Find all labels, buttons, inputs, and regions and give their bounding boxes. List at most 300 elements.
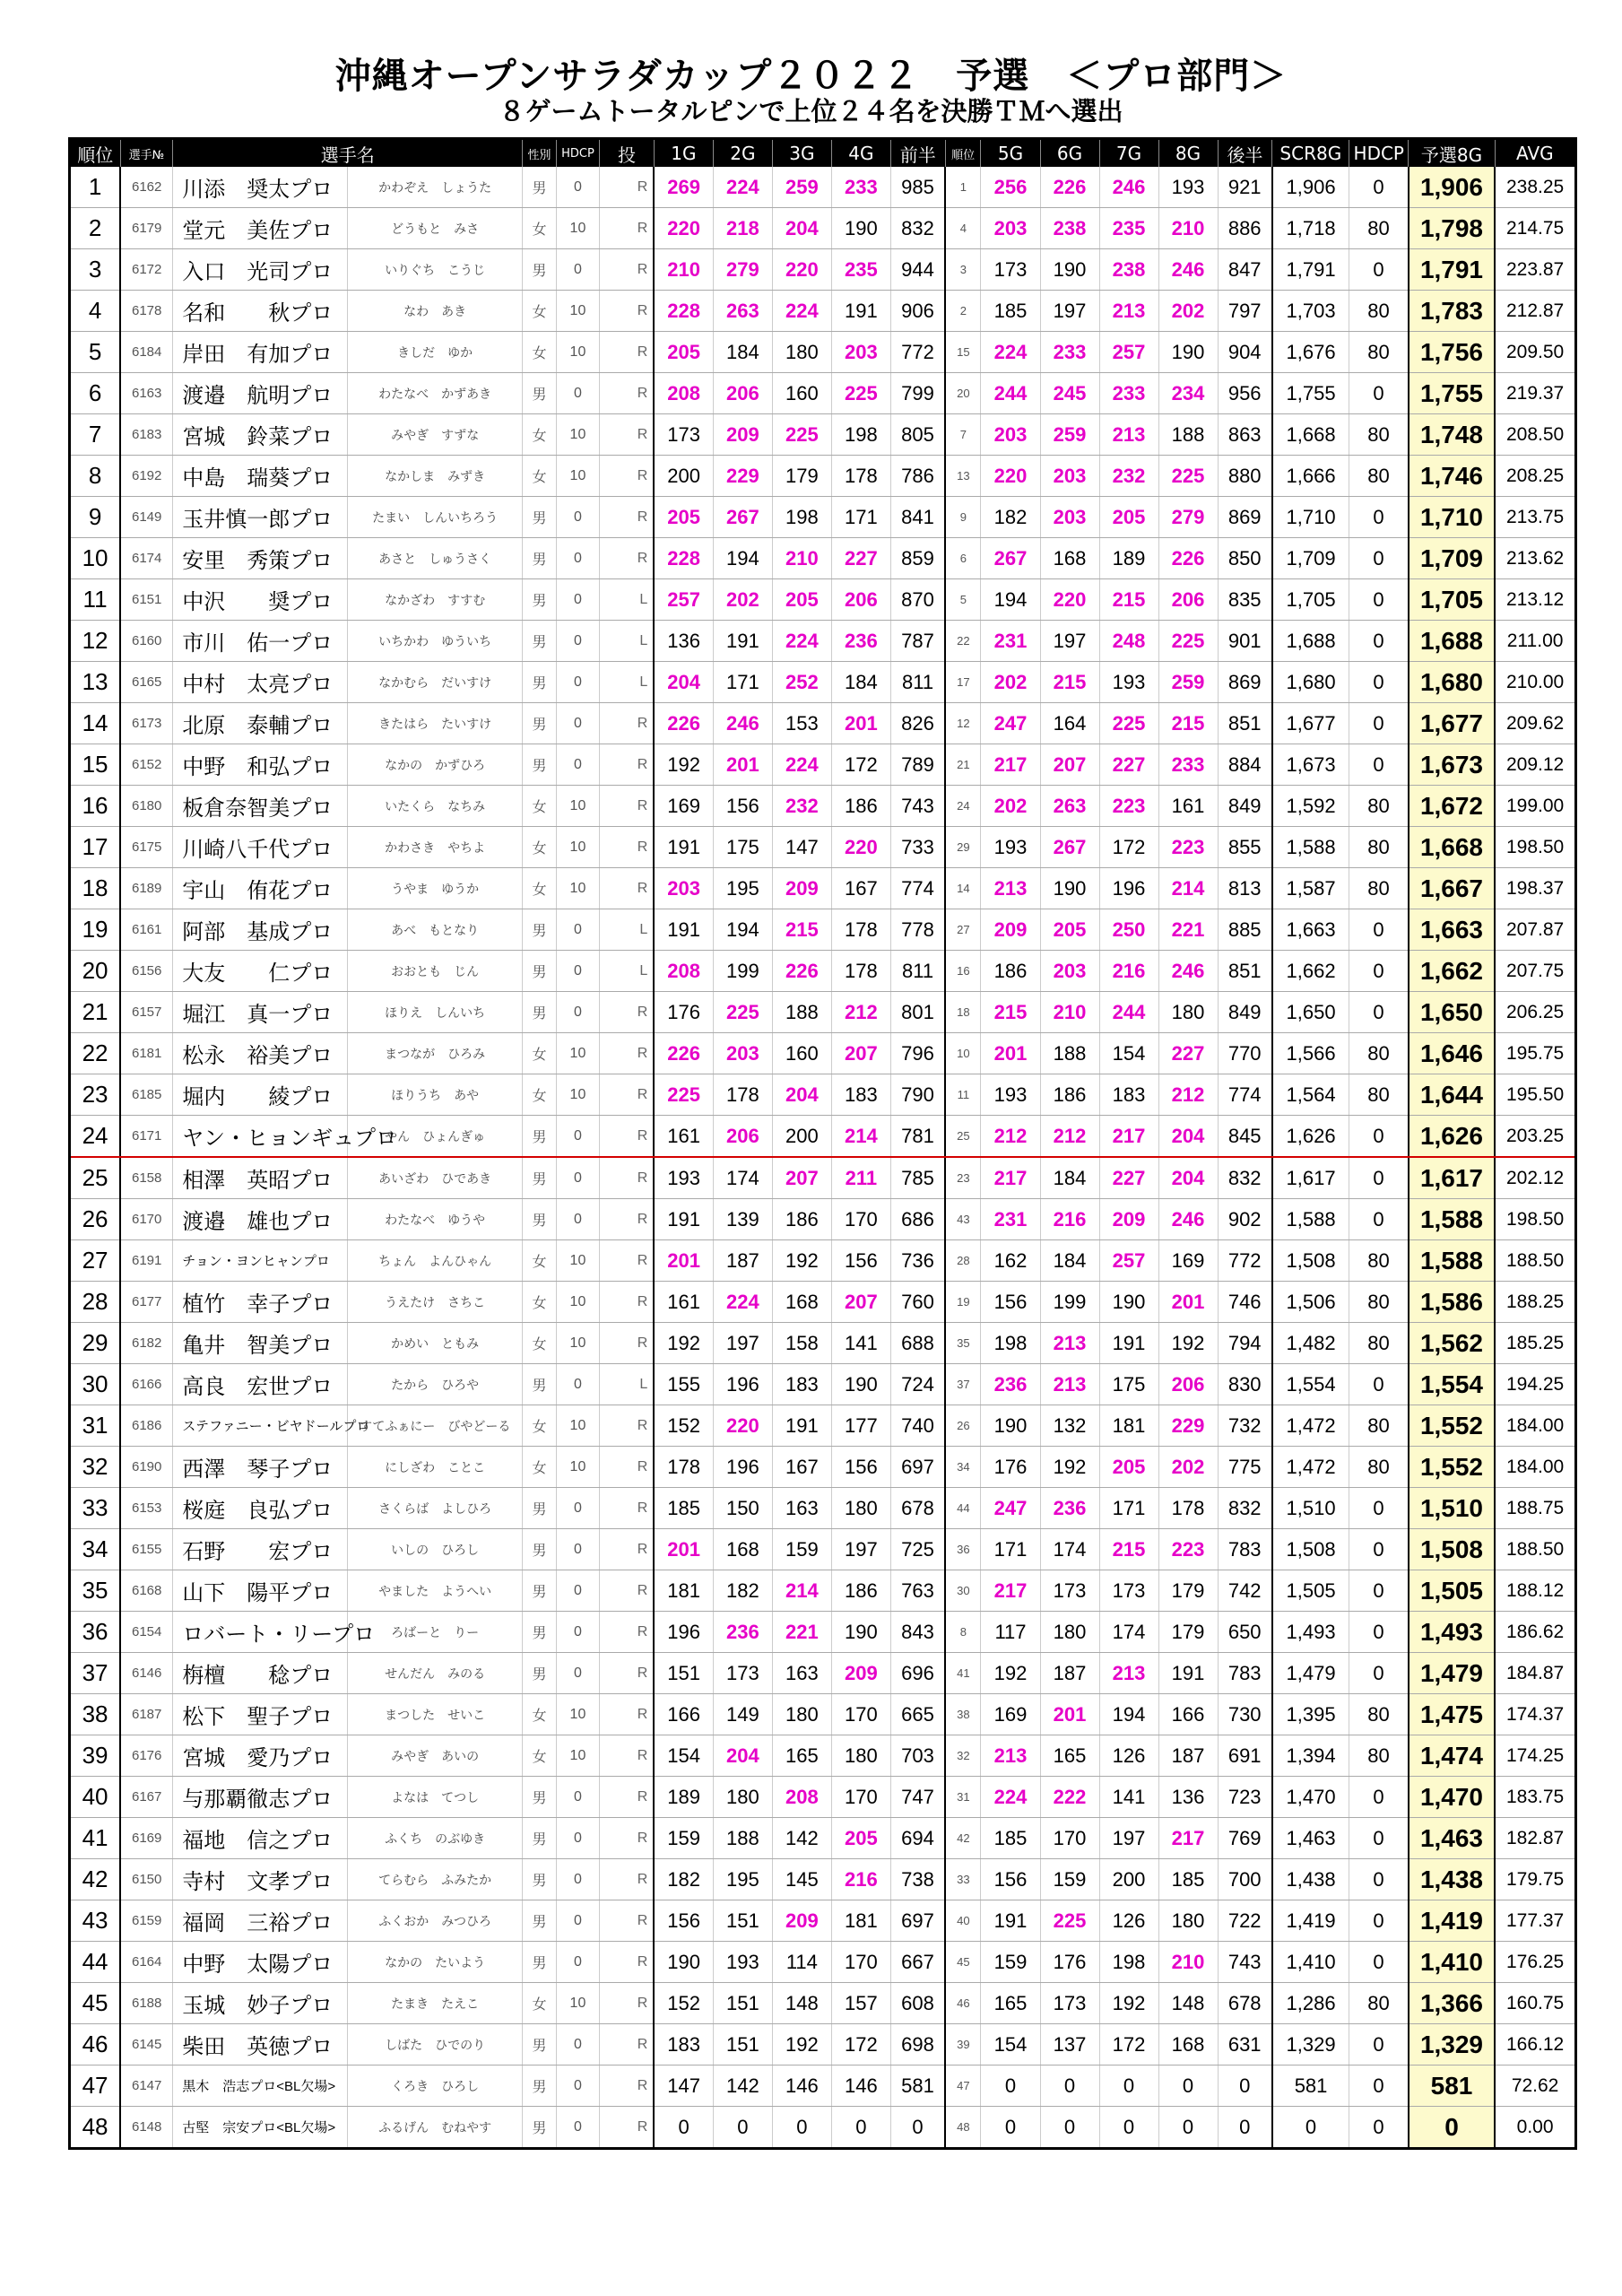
- game-score-cell: 224: [713, 1282, 772, 1323]
- player-name-cell: 玉井慎一郎プロ: [173, 497, 348, 538]
- total-cell: 1,906: [1409, 167, 1495, 208]
- col-first-half: 前半: [890, 139, 945, 168]
- sex-cell: 男: [523, 1612, 557, 1653]
- hdcp-cell: 0: [556, 579, 599, 621]
- total-cell: 1,552: [1409, 1405, 1495, 1447]
- hand-cell: R: [600, 1323, 655, 1364]
- game-score-cell: 226: [654, 703, 713, 744]
- first-half-cell: 698: [890, 2024, 945, 2066]
- game-score-cell: 169: [981, 1694, 1040, 1735]
- sex-cell: 男: [523, 249, 557, 291]
- game-score-cell: 203: [981, 414, 1040, 456]
- player-no-cell: 6155: [120, 1529, 173, 1570]
- game-score-cell: 0: [772, 2107, 831, 2149]
- game-score-cell: 197: [713, 1323, 772, 1364]
- hand-cell: R: [600, 1818, 655, 1859]
- total-cell: 1,474: [1409, 1735, 1495, 1777]
- game-score-cell: 191: [772, 1405, 831, 1447]
- game-score-cell: 171: [831, 497, 890, 538]
- sex-cell: 男: [523, 538, 557, 579]
- table-row: [70, 538, 1576, 579]
- game-score-cell: 214: [1158, 868, 1218, 909]
- total-cell: 1,677: [1409, 703, 1495, 744]
- avg-cell: 188.25: [1495, 1282, 1575, 1323]
- hdcp-total-cell: 80: [1349, 1447, 1409, 1488]
- scr8g-cell: 1,705: [1272, 579, 1349, 621]
- second-half-cell: 863: [1218, 414, 1272, 456]
- player-kana-cell: なわ あき: [348, 291, 523, 332]
- first-half-cell: 832: [890, 208, 945, 249]
- game-score-cell: 186: [1040, 1074, 1099, 1116]
- player-no-cell: 6185: [120, 1074, 173, 1116]
- half-rank-cell: 14: [945, 868, 981, 909]
- hdcp-total-cell: 0: [1349, 703, 1409, 744]
- game-score-cell: 259: [1040, 414, 1099, 456]
- game-score-cell: 220: [654, 208, 713, 249]
- game-score-cell: 232: [772, 786, 831, 827]
- hand-cell: R: [600, 868, 655, 909]
- half-rank-cell: 1: [945, 167, 981, 208]
- game-score-cell: 183: [1099, 1074, 1158, 1116]
- game-score-cell: 198: [831, 414, 890, 456]
- half-rank-cell: 23: [945, 1157, 981, 1199]
- hdcp-cell: 10: [556, 1447, 599, 1488]
- game-score-cell: 174: [1040, 1529, 1099, 1570]
- table-row: [70, 414, 1576, 456]
- game-score-cell: 180: [1158, 992, 1218, 1033]
- game-score-cell: 0: [1158, 2107, 1218, 2149]
- scr8g-cell: 1,506: [1272, 1282, 1349, 1323]
- table-row: [70, 1240, 1576, 1282]
- game-score-cell: 204: [1158, 1157, 1218, 1199]
- col-g7: 7G: [1099, 139, 1158, 168]
- player-no-cell: 6154: [120, 1612, 173, 1653]
- first-half-cell: 703: [890, 1735, 945, 1777]
- rank-cell: 18: [70, 868, 121, 909]
- half-rank-cell: 27: [945, 909, 981, 951]
- game-score-cell: 210: [1158, 1942, 1218, 1983]
- game-score-cell: 257: [654, 579, 713, 621]
- player-no-cell: 6187: [120, 1694, 173, 1735]
- game-score-cell: 194: [1099, 1694, 1158, 1735]
- game-score-cell: 141: [1099, 1777, 1158, 1818]
- player-no-cell: 6192: [120, 456, 173, 497]
- game-score-cell: 250: [1099, 909, 1158, 951]
- game-score-cell: 210: [1158, 208, 1218, 249]
- sex-cell: 女: [523, 332, 557, 373]
- game-score-cell: 197: [1040, 621, 1099, 662]
- hand-cell: R: [600, 1735, 655, 1777]
- game-score-cell: 167: [772, 1447, 831, 1488]
- game-score-cell: 179: [772, 456, 831, 497]
- hdcp-cell: 10: [556, 414, 599, 456]
- first-half-cell: 790: [890, 1074, 945, 1116]
- game-score-cell: 187: [713, 1240, 772, 1282]
- results-table: [68, 137, 1577, 2150]
- second-half-cell: 0: [1218, 2107, 1272, 2149]
- game-score-cell: 163: [772, 1488, 831, 1529]
- first-half-cell: 694: [890, 1818, 945, 1859]
- col-g4: 4G: [831, 139, 890, 168]
- first-half-cell: 733: [890, 827, 945, 868]
- game-score-cell: 183: [772, 1364, 831, 1405]
- scr8g-cell: 1,650: [1272, 992, 1349, 1033]
- table-row: [70, 1570, 1576, 1612]
- first-half-cell: 796: [890, 1033, 945, 1074]
- game-score-cell: 198: [981, 1323, 1040, 1364]
- avg-cell: 195.50: [1495, 1074, 1575, 1116]
- game-score-cell: 165: [772, 1735, 831, 1777]
- game-score-cell: 172: [831, 2024, 890, 2066]
- game-score-cell: 192: [772, 2024, 831, 2066]
- half-rank-cell: 46: [945, 1983, 981, 2024]
- game-score-cell: 183: [654, 2024, 713, 2066]
- rank-cell: 45: [70, 1983, 121, 2024]
- half-rank-cell: 3: [945, 249, 981, 291]
- game-score-cell: 205: [654, 332, 713, 373]
- table-row: [70, 703, 1576, 744]
- game-score-cell: 180: [1158, 1900, 1218, 1942]
- game-score-cell: 184: [713, 332, 772, 373]
- game-score-cell: 171: [713, 662, 772, 703]
- player-kana-cell: あいざわ ひであき: [348, 1157, 523, 1199]
- header-row: [70, 139, 1576, 168]
- sex-cell: 男: [523, 1777, 557, 1818]
- game-score-cell: 168: [1158, 2024, 1218, 2066]
- game-score-cell: 168: [772, 1282, 831, 1323]
- game-score-cell: 190: [831, 208, 890, 249]
- avg-cell: 198.37: [1495, 868, 1575, 909]
- table-row: [70, 662, 1576, 703]
- rank-cell: 25: [70, 1157, 121, 1199]
- game-score-cell: 183: [831, 1074, 890, 1116]
- avg-cell: 72.62: [1495, 2066, 1575, 2107]
- half-rank-cell: 18: [945, 992, 981, 1033]
- game-score-cell: 199: [713, 951, 772, 992]
- hand-cell: R: [600, 1983, 655, 2024]
- player-no-cell: 6152: [120, 744, 173, 786]
- scr8g-cell: 1,662: [1272, 951, 1349, 992]
- game-score-cell: 170: [1040, 1818, 1099, 1859]
- hdcp-cell: 10: [556, 868, 599, 909]
- table-row: [70, 1282, 1576, 1323]
- player-no-cell: 6175: [120, 827, 173, 868]
- game-score-cell: 162: [981, 1240, 1040, 1282]
- game-score-cell: 150: [713, 1488, 772, 1529]
- rank-cell: 27: [70, 1240, 121, 1282]
- hand-cell: L: [600, 1364, 655, 1405]
- avg-cell: 184.00: [1495, 1447, 1575, 1488]
- game-score-cell: 202: [713, 579, 772, 621]
- game-score-cell: 203: [654, 868, 713, 909]
- game-score-cell: 220: [831, 827, 890, 868]
- first-half-cell: 736: [890, 1240, 945, 1282]
- player-kana-cell: かわさき やちよ: [348, 827, 523, 868]
- game-score-cell: 178: [831, 456, 890, 497]
- rank-cell: 1: [70, 167, 121, 208]
- table-row: [70, 992, 1576, 1033]
- game-score-cell: 224: [772, 744, 831, 786]
- game-score-cell: 193: [1099, 662, 1158, 703]
- first-half-cell: 763: [890, 1570, 945, 1612]
- game-score-cell: 229: [1158, 1405, 1218, 1447]
- sex-cell: 女: [523, 456, 557, 497]
- second-half-cell: 732: [1218, 1405, 1272, 1447]
- game-score-cell: 171: [981, 1529, 1040, 1570]
- game-score-cell: 172: [1099, 827, 1158, 868]
- sex-cell: 男: [523, 579, 557, 621]
- total-cell: 1,662: [1409, 951, 1495, 992]
- hdcp-cell: 0: [556, 1570, 599, 1612]
- scr8g-cell: 1,663: [1272, 909, 1349, 951]
- game-score-cell: 207: [1040, 744, 1099, 786]
- game-score-cell: 205: [1099, 497, 1158, 538]
- sex-cell: 男: [523, 992, 557, 1033]
- player-no-cell: 6176: [120, 1735, 173, 1777]
- game-score-cell: 224: [981, 1777, 1040, 1818]
- hdcp-cell: 0: [556, 621, 599, 662]
- table-row: [70, 1942, 1576, 1983]
- col-hdcp-total: HDCP: [1349, 139, 1409, 168]
- game-score-cell: 201: [1040, 1694, 1099, 1735]
- hand-cell: R: [600, 1529, 655, 1570]
- game-score-cell: 267: [713, 497, 772, 538]
- avg-cell: 207.75: [1495, 951, 1575, 992]
- game-score-cell: 159: [981, 1942, 1040, 1983]
- game-score-cell: 181: [831, 1900, 890, 1942]
- hdcp-cell: 0: [556, 2066, 599, 2107]
- player-kana-cell: ほりうち あや: [348, 1074, 523, 1116]
- game-score-cell: 235: [831, 249, 890, 291]
- rank-cell: 16: [70, 786, 121, 827]
- game-score-cell: 173: [1040, 1983, 1099, 2024]
- total-cell: 1,644: [1409, 1074, 1495, 1116]
- sex-cell: 男: [523, 1529, 557, 1570]
- game-score-cell: 215: [772, 909, 831, 951]
- game-score-cell: 156: [831, 1240, 890, 1282]
- rank-cell: 48: [70, 2107, 121, 2149]
- hand-cell: L: [600, 662, 655, 703]
- game-score-cell: 148: [772, 1983, 831, 2024]
- player-kana-cell: てらむら ふみたか: [348, 1859, 523, 1900]
- half-rank-cell: 10: [945, 1033, 981, 1074]
- player-no-cell: 6188: [120, 1983, 173, 2024]
- player-no-cell: 6178: [120, 291, 173, 332]
- hdcp-total-cell: 0: [1349, 1116, 1409, 1158]
- sex-cell: 女: [523, 827, 557, 868]
- player-no-cell: 6183: [120, 414, 173, 456]
- hdcp-total-cell: 0: [1349, 992, 1409, 1033]
- game-score-cell: 203: [1040, 951, 1099, 992]
- game-score-cell: 148: [1158, 1983, 1218, 2024]
- player-no-cell: 6190: [120, 1447, 173, 1488]
- table-row: [70, 1777, 1576, 1818]
- rank-cell: 5: [70, 332, 121, 373]
- player-name-cell: 福地 信之プロ: [173, 1818, 348, 1859]
- hdcp-cell: 10: [556, 1282, 599, 1323]
- game-score-cell: 159: [772, 1529, 831, 1570]
- game-score-cell: 263: [713, 291, 772, 332]
- hdcp-cell: 0: [556, 1157, 599, 1199]
- game-score-cell: 231: [981, 621, 1040, 662]
- hdcp-total-cell: 80: [1349, 332, 1409, 373]
- game-score-cell: 216: [1040, 1199, 1099, 1240]
- game-score-cell: 156: [831, 1447, 890, 1488]
- first-half-cell: 826: [890, 703, 945, 744]
- game-score-cell: 180: [772, 332, 831, 373]
- game-score-cell: 213: [1099, 414, 1158, 456]
- rank-cell: 31: [70, 1405, 121, 1447]
- game-score-cell: 174: [713, 1157, 772, 1199]
- player-name-cell: 福岡 三裕プロ: [173, 1900, 348, 1942]
- player-kana-cell: たまい しんいちろう: [348, 497, 523, 538]
- hdcp-total-cell: 0: [1349, 1777, 1409, 1818]
- half-rank-cell: 29: [945, 827, 981, 868]
- table-row: [70, 332, 1576, 373]
- hdcp-total-cell: 80: [1349, 1282, 1409, 1323]
- game-score-cell: 196: [654, 1612, 713, 1653]
- player-kana-cell: ふくち のぶゆき: [348, 1818, 523, 1859]
- hand-cell: R: [600, 1240, 655, 1282]
- game-score-cell: 205: [1099, 1447, 1158, 1488]
- hdcp-total-cell: 0: [1349, 1859, 1409, 1900]
- hand-cell: R: [600, 1570, 655, 1612]
- hand-cell: L: [600, 909, 655, 951]
- game-score-cell: 188: [1158, 414, 1218, 456]
- game-score-cell: 151: [713, 1900, 772, 1942]
- player-kana-cell: ふくおか みつひろ: [348, 1900, 523, 1942]
- hdcp-total-cell: 0: [1349, 951, 1409, 992]
- game-score-cell: 206: [831, 579, 890, 621]
- game-score-cell: 204: [1158, 1116, 1218, 1158]
- first-half-cell: 725: [890, 1529, 945, 1570]
- table-row: [70, 1529, 1576, 1570]
- player-no-cell: 6163: [120, 373, 173, 414]
- sex-cell: 女: [523, 786, 557, 827]
- game-score-cell: 196: [713, 1447, 772, 1488]
- game-score-cell: 190: [831, 1612, 890, 1653]
- total-cell: 1,505: [1409, 1570, 1495, 1612]
- game-score-cell: 263: [1040, 786, 1099, 827]
- game-score-cell: 117: [981, 1612, 1040, 1653]
- game-score-cell: 192: [1099, 1983, 1158, 2024]
- game-score-cell: 245: [1040, 373, 1099, 414]
- table-row: [70, 579, 1576, 621]
- game-score-cell: 234: [1158, 373, 1218, 414]
- game-score-cell: 213: [1040, 1364, 1099, 1405]
- game-score-cell: 175: [713, 827, 772, 868]
- player-kana-cell: いりぐち こうじ: [348, 249, 523, 291]
- game-score-cell: 142: [772, 1818, 831, 1859]
- game-score-cell: 126: [1099, 1900, 1158, 1942]
- total-cell: 1,673: [1409, 744, 1495, 786]
- game-score-cell: 217: [981, 1157, 1040, 1199]
- table-row: [70, 1818, 1576, 1859]
- first-half-cell: 811: [890, 951, 945, 992]
- player-name-cell: 松下 聖子プロ: [173, 1694, 348, 1735]
- game-score-cell: 225: [654, 1074, 713, 1116]
- avg-cell: 184.00: [1495, 1405, 1575, 1447]
- game-score-cell: 201: [713, 744, 772, 786]
- avg-cell: 209.62: [1495, 703, 1575, 744]
- avg-cell: 177.37: [1495, 1900, 1575, 1942]
- second-half-cell: 832: [1218, 1157, 1272, 1199]
- total-cell: 1,463: [1409, 1818, 1495, 1859]
- game-score-cell: 145: [772, 1859, 831, 1900]
- sex-cell: 女: [523, 208, 557, 249]
- game-score-cell: 192: [654, 744, 713, 786]
- hdcp-total-cell: 0: [1349, 909, 1409, 951]
- game-score-cell: 189: [1099, 538, 1158, 579]
- hdcp-cell: 0: [556, 1777, 599, 1818]
- first-half-cell: 0: [890, 2107, 945, 2149]
- col-hand: 投: [600, 139, 655, 168]
- rank-cell: 11: [70, 579, 121, 621]
- player-kana-cell: しばた ひでのり: [348, 2024, 523, 2066]
- second-half-cell: 631: [1218, 2024, 1272, 2066]
- second-half-cell: 869: [1218, 497, 1272, 538]
- player-kana-cell: ほりえ しんいち: [348, 992, 523, 1033]
- avg-cell: 212.87: [1495, 291, 1575, 332]
- scr8g-cell: 1,470: [1272, 1777, 1349, 1818]
- game-score-cell: 173: [713, 1653, 772, 1694]
- game-score-cell: 247: [981, 703, 1040, 744]
- hdcp-cell: 10: [556, 1033, 599, 1074]
- game-score-cell: 139: [713, 1199, 772, 1240]
- scr8g-cell: 1,329: [1272, 2024, 1349, 2066]
- hdcp-total-cell: 0: [1349, 2024, 1409, 2066]
- game-score-cell: 210: [1040, 992, 1099, 1033]
- game-score-cell: 248: [1099, 621, 1158, 662]
- avg-cell: 185.25: [1495, 1323, 1575, 1364]
- game-score-cell: 214: [831, 1116, 890, 1158]
- game-score-cell: 0: [1099, 2066, 1158, 2107]
- rank-cell: 38: [70, 1694, 121, 1735]
- second-half-cell: 845: [1218, 1116, 1272, 1158]
- second-half-cell: 885: [1218, 909, 1272, 951]
- hdcp-total-cell: 0: [1349, 167, 1409, 208]
- sex-cell: 女: [523, 1694, 557, 1735]
- page-subtitle: ８ゲームトータルピンで上位２４名を決勝ＴＭへ選出: [499, 96, 1123, 126]
- rank-cell: 32: [70, 1447, 121, 1488]
- second-half-cell: 956: [1218, 373, 1272, 414]
- game-score-cell: 210: [772, 538, 831, 579]
- total-cell: 1,617: [1409, 1157, 1495, 1199]
- game-score-cell: 257: [1099, 1240, 1158, 1282]
- table-row: [70, 1859, 1576, 1900]
- half-rank-cell: 48: [945, 2107, 981, 2149]
- table-row: [70, 827, 1576, 868]
- avg-cell: 209.12: [1495, 744, 1575, 786]
- game-score-cell: 226: [772, 951, 831, 992]
- game-score-cell: 192: [654, 1323, 713, 1364]
- game-score-cell: 213: [1099, 291, 1158, 332]
- game-score-cell: 192: [981, 1653, 1040, 1694]
- hand-cell: R: [600, 291, 655, 332]
- game-score-cell: 236: [1040, 1488, 1099, 1529]
- game-score-cell: 170: [831, 1694, 890, 1735]
- game-score-cell: 198: [772, 497, 831, 538]
- game-score-cell: 181: [1099, 1405, 1158, 1447]
- hand-cell: R: [600, 373, 655, 414]
- hdcp-total-cell: 0: [1349, 744, 1409, 786]
- hand-cell: R: [600, 1612, 655, 1653]
- game-score-cell: 206: [1158, 1364, 1218, 1405]
- first-half-cell: 985: [890, 167, 945, 208]
- game-score-cell: 190: [1040, 868, 1099, 909]
- second-half-cell: 884: [1218, 744, 1272, 786]
- player-name-cell: 桜庭 良弘プロ: [173, 1488, 348, 1529]
